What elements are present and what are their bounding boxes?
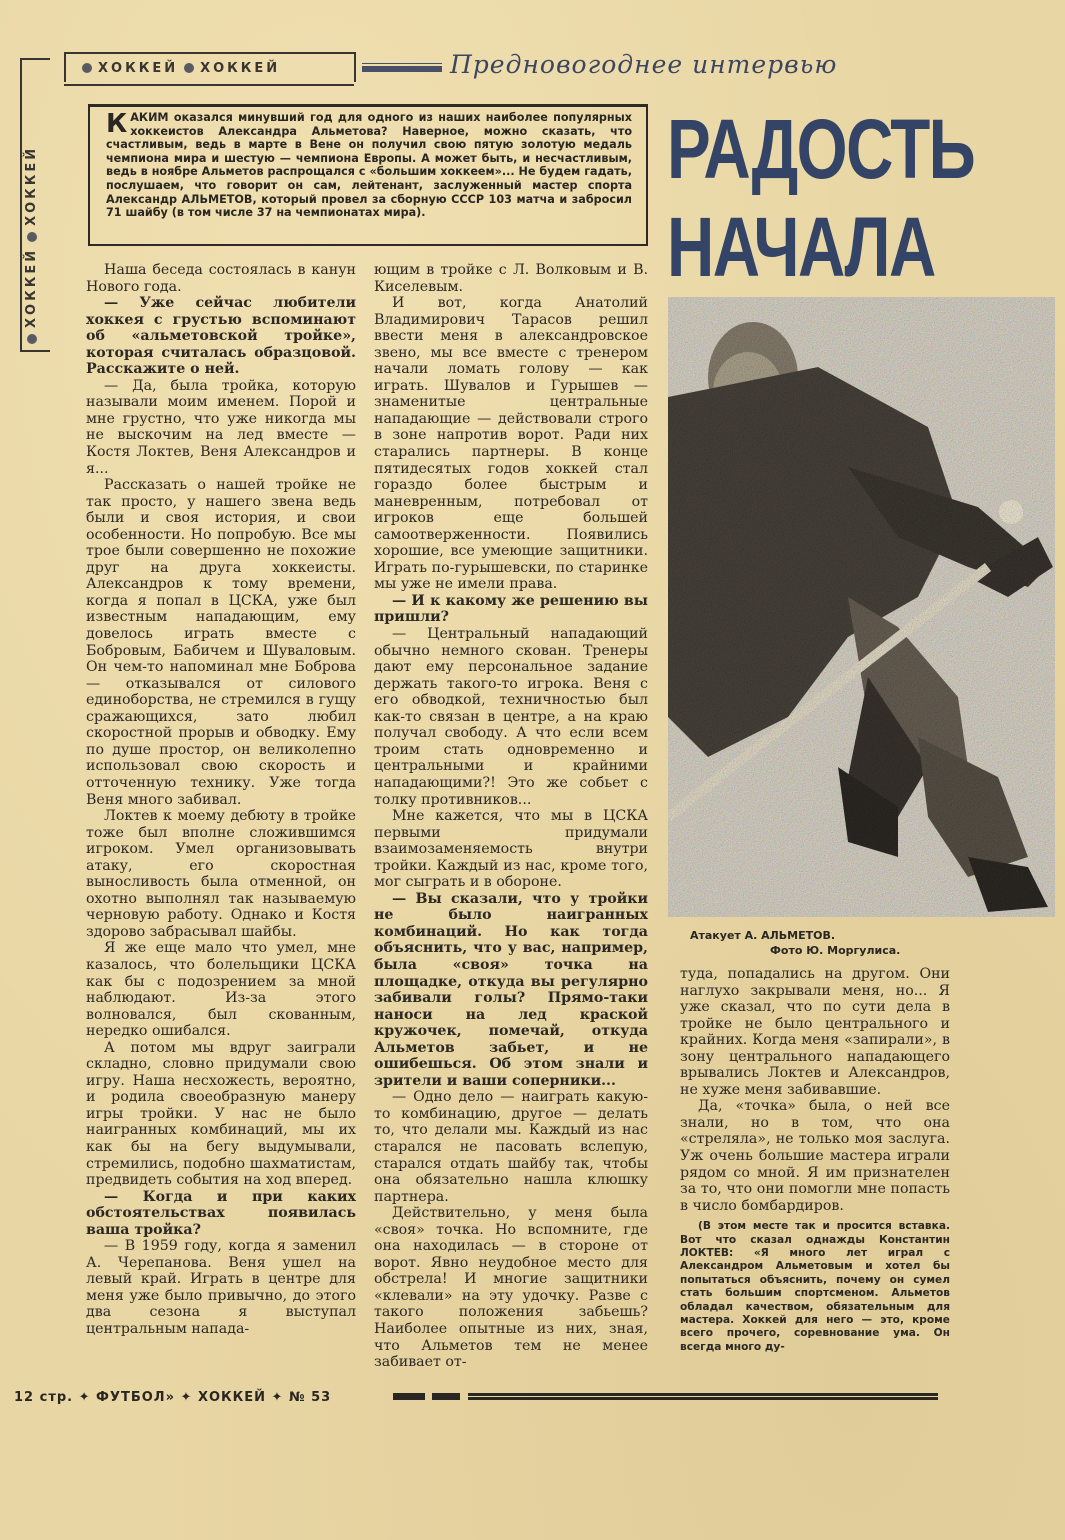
article-column-2 [374,262,648,1371]
puck-dot-icon [82,63,92,73]
paragraph: Локтев к моему дебюту в тройке тоже был вполне сложившимся игроком. Умел организовывать атаку, его скоростная выносливость была отменной, он охотно выполнял так называемую черновую работу. Однако и Костя здорово забрасывал шайбы. [86,808,356,940]
interview-question: — Когда и при каких обстоятельствах появилась ваша тройка? [86,1188,356,1238]
player-photo [668,297,1055,917]
paragraph: туда, попадались на другом. Они наглухо закрывали меня, но... Я уже сказал, что по сути дела в тройке не было центрального и крайних. Когда меня «запирали», в зону центрального нападающего врывались Локтев и Александров, не хуже меня забивавшие. [680,966,950,1098]
paragraph: — Центральный нападающий обычно немного скован. Тренеры дают ему персональное задание держать такого-то игрока. Веня с его обводкой, техничностью был как-то связан в центре, а на краю получал свободу. А что если всем троим стать одновременно и центральными и крайними нападающими?! Это же собьет с толку противников... [374,626,648,808]
footer-rule [432,1393,460,1400]
interview-question: — И к какому же решению вы пришли? [374,592,648,626]
hockey-player-image [668,297,1055,917]
paragraph: ющим в тройке с Л. Волковым и В. Киселевым. [374,262,648,295]
paragraph: — Одно дело — наиграть какую-то комбинацию, другое — делать то, что делали мы. Каждый из нас старался не пасовать вслепую, старался отдать шайбу так, чтобы она обязательно нашла клюшку партнера. [374,1089,648,1205]
rubric-label-right: ХОККЕЙ [200,60,281,76]
paragraph: Да, «точка» была, о ней все знали, но в том, что она «стреляла», не только моя заслуга. Уж очень большие мастера играли рядом со мной. Я им признателен за то, что они помогли мне попасть в число бомбардиров. [680,1098,950,1214]
headline-line-2: НАЧАЛА [667,200,935,294]
headline [667,100,974,296]
puck-dot-icon [184,63,194,73]
interview-question: — Вы сказали, что у тройки не было наигранных комбинаций. Но как тогда объяснить, что у вас, например, была «своя» точка на площадке, откуда вы регулярно забивали голы? Прямо-таки наноси на лед краской кружочек, помечай, откуда Альметов забьет, и не ошибешься. Об этом знали и зрители и ваши соперники... [374,890,648,1089]
rubric-label-left: ХОККЕЙ [98,60,179,76]
editorial-note: (В этом месте так и просится вставка. Вот что сказал однажды Константин ЛОКТЕВ: «Я много лет играл с Александром Альметовым и хотел бы попытаться объяснить, почему он сумел стать большим спортсменом. Альметов обладал качеством, обязательным для мастера. Хоккей для него — это, кроме всего прочего, соревнование ума. Он всегда много ду- [680,1220,950,1353]
paragraph: — Да, была тройка, которую называли моим именем. Порой и мне грустно, что уже никогда мы не выскочим на лед вместе — Костя Локтев, Веня Александров и я... [86,377,356,477]
photo-credit: Фото Ю. Моргулиса. [770,944,901,957]
footer-rule-highlight [468,1396,938,1397]
paragraph: Наша беседа состоялась в канун Нового года. [86,262,356,295]
intro-box [88,104,648,246]
footer-rule [393,1393,425,1400]
puck-dot-icon [27,334,37,344]
decorative-rule [362,66,442,72]
section-title: Предновогоднее интервью [450,50,838,79]
paragraph: Действительно, у меня была «своя» точка. Но вспомните, где она находилась — в стороне от ворот. Явно неудобное место для обстрела! И многие защитники «клевали» на эту удочку. Разве с такого положения забьешь? Наиболее опытные из них, зная, что Альметов тем не менее забивает от- [374,1205,648,1371]
caption-line-1: Атакует А. АЛЬМЕТОВ. [690,929,836,942]
intro-text: АКИМ оказался минувший год для одного из наших наиболее популярных хоккеистов Александра Альметова? Наверное, можно сказать, что счастливым, ведь в марте в Вене он получил свою пятую золотую медаль чемпиона мира и шестую — чемпиона Европы. А может быть, и несчастливым, ведь в ноябре Альметов распрощался с «большим хоккеем»... Не будем гадать, послушаем, что говорит он сам, лейтенант, заслуженный мастер спорта Александр АЛЬМЕТОВ, который провел за сборную СССР 103 матча и забросил 71 шайбу (в том числе 37 на чемпионатах мира). [106,111,632,220]
paragraph: А потом мы вдруг заиграли складно, словно придумали свою игру. Наша несхожесть, вероятно, и родила своеобразную манеру игры тройки. У нас не было наигранных комбинаций, мы их как бы на бегу выдумывали, стремились, подобно шахматистам, предвидеть события на ход вперед. [86,1039,356,1189]
vertical-rubric-label: ХОККЕЙХОККЕЙ [24,146,39,350]
photo-caption [690,928,960,958]
paragraph: Я же еще мало что умел, мне казалось, что болельщики ЦСКА как бы с подозрением за мной наблюдают. Из-за этого волновался, был скованным, нередко ошибался. [86,940,356,1040]
paragraph: Рассказать о нашей тройке не так просто, у нашего звена ведь были и своя история, и свои особенности. Но попробую. Все мы трое были совершенно не похожие друг на друга хоккеисты. Александров к тому времени, когда я попал в ЦСКА, уже был известным нападающим, ему довелось играть вместе с Бобровым, Бабичем и Шуваловым. Он чем-то напоминал мне Боброва — отказывался от силового единоборства, не стремился в гущу сражающихся, зато любил скоростной прорыв и обводку. Ему по душе простор, он великолепно использовал свою скорость и отточенную технику. Уже тогда Веня много забивал. [86,477,356,808]
article-column-1 [86,262,356,1338]
publication-name: ✦ ФУТБОЛ» ✦ ХОККЕЙ ✦ № 53 [78,1390,332,1405]
top-rubric [64,52,356,82]
article-column-3 [680,966,950,1354]
rubric-divider [64,84,354,86]
puck-dot-icon [27,232,37,242]
paragraph: И вот, когда Анатолий Владимирович Тарасов решил ввести меня в александровское звено, мы все вместе с тренером начали ломать голову — как играть. Шувалов и Гурышев — знаменитые центральные нападающие — действовали строго в зоне напротив ворот. Ради них старались партнеры. В конце пятидесятых годов хоккей стал гораздо более быстрым и маневренным, потребовал от игроков еще большей самоотверженности. Появились хорошие, все умеющие защитники. Играть по-гурышевски, по старинке мы уже не имели права. [374,295,648,593]
page-footer [14,1390,331,1405]
paragraph: — В 1959 году, когда я заменил А. Черепанова. Веня ушел на левый край. Играть в центре для меня уже было привычно, до этого два сезона я выступал центральным напада- [86,1238,356,1337]
interview-question: — Уже сейчас любители хоккея с грустью вспоминают об «альметовской тройке», которая считалась образцовой. Расскажите о ней. [86,295,356,378]
drop-cap: К [106,109,128,139]
decorative-rule [362,63,442,64]
page-number: 12 стр. [14,1390,74,1405]
headline-line-1: РАДОСТЬ [667,102,975,196]
paragraph: Мне кажется, что мы в ЦСКА первыми придумали взаимозаменяемость внутри тройки. Каждый из нас, кроме того, мог сыграть и в обороне. [374,808,648,891]
